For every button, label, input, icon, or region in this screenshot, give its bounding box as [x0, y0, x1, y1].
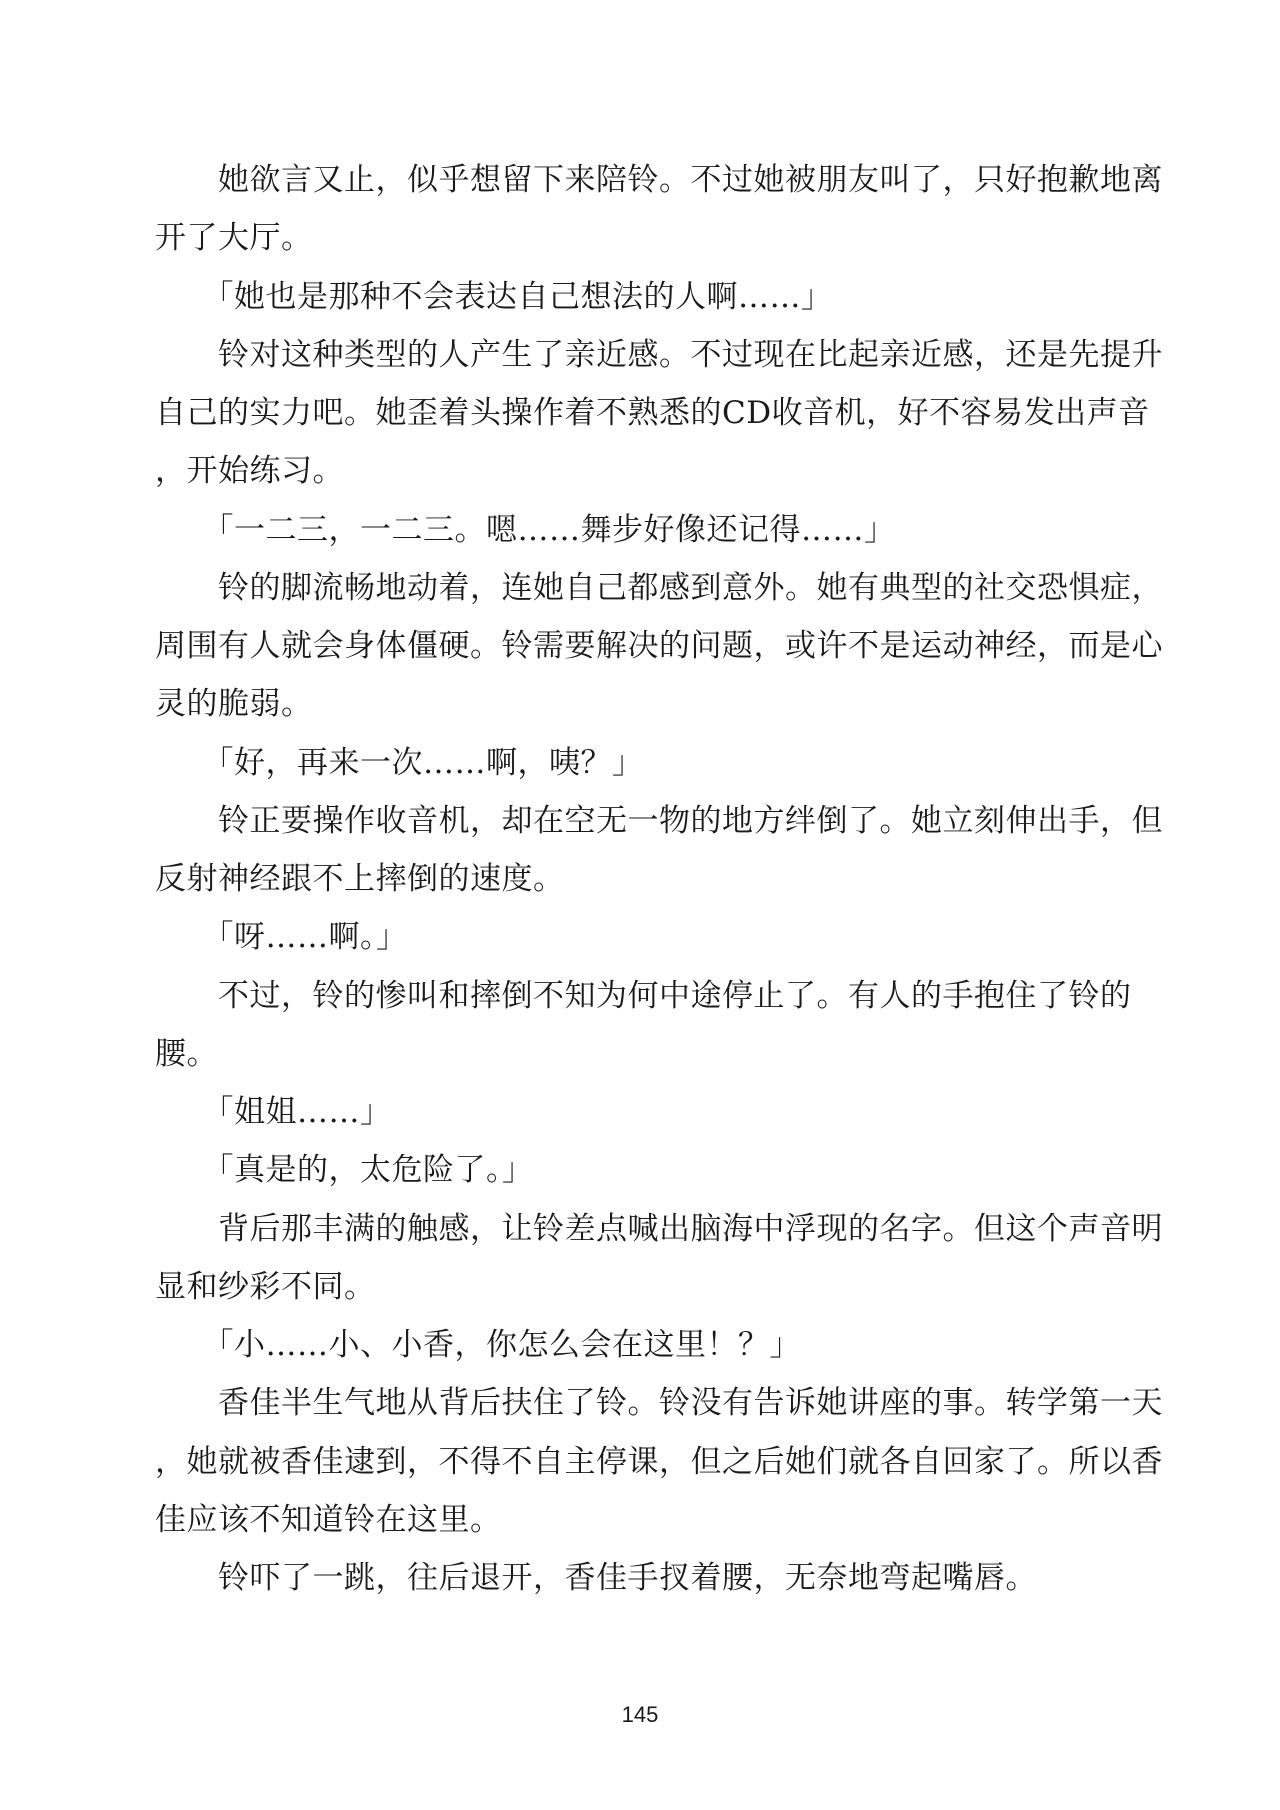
- text-line: 自己的实力吧。她歪着头操作着不熟悉的CD收音机，好不容易发出声音: [155, 395, 1150, 431]
- text-line: 反射神经跟不上摔倒的速度。: [155, 861, 565, 897]
- text-line: 「好，再来一次……啊，咦？」: [155, 745, 644, 781]
- text-line: 香佳半生气地从背后扶住了铃。铃没有告诉她讲座的事。转学第一天: [155, 1385, 1163, 1421]
- text-line: 她欲言又止，似乎想留下来陪铃。不过她被朋友叫了，只好抱歉地离: [155, 162, 1163, 198]
- text-line: 不过，铃的惨叫和摔倒不知为何中途停止了。有人的手抱住了铃的: [155, 978, 1132, 1014]
- text-line: 佳应该不知道铃在这里。: [155, 1502, 502, 1538]
- text-line: 铃的脚流畅地动着，连她自己都感到意外。她有典型的社交恐惧症，: [155, 570, 1163, 606]
- text-line: 灵的脆弱。: [155, 686, 313, 722]
- text-line: 铃对这种类型的人产生了亲近感。不过现在比起亲近感，还是先提升: [155, 337, 1163, 373]
- text-line: 「一二三，一二三。嗯……舞步好像还记得……」: [155, 512, 896, 548]
- text-line: 「呀……啊。」: [155, 919, 408, 955]
- text-line: 背后那丰满的触感，让铃差点喊出脑海中浮现的名字。但这个声音明: [155, 1211, 1163, 1247]
- text-line: 开了大厅。: [155, 220, 313, 256]
- text-line: 显和纱彩不同。: [155, 1269, 376, 1305]
- text-line: 铃正要操作收音机，却在空无一物的地方绊倒了。她立刻伸出手，但: [155, 803, 1163, 839]
- text-line: 「真是的，太危险了。」: [155, 1152, 534, 1188]
- text-line: 「她也是那种不会表达自己想法的人啊……」: [155, 279, 833, 315]
- text-line: 周围有人就会身体僵硬。铃需要解决的问题，或许不是运动神经，而是心: [155, 628, 1163, 664]
- text-line: ，开始练习。: [155, 453, 344, 489]
- text-line: 「姐姐……」: [155, 1094, 392, 1130]
- text-line: 「小……小、小香，你怎么会在这里！？」: [155, 1327, 801, 1363]
- text-line: 铃吓了一跳，往后退开，香佳手扠着腰，无奈地弯起嘴唇。: [155, 1560, 1037, 1596]
- text-line: 腰。: [155, 1036, 218, 1072]
- page-number: 145: [621, 1702, 659, 1727]
- text-line: ，她就被香佳逮到，不得不自主停课，但之后她们就各自回家了。所以香: [155, 1444, 1163, 1480]
